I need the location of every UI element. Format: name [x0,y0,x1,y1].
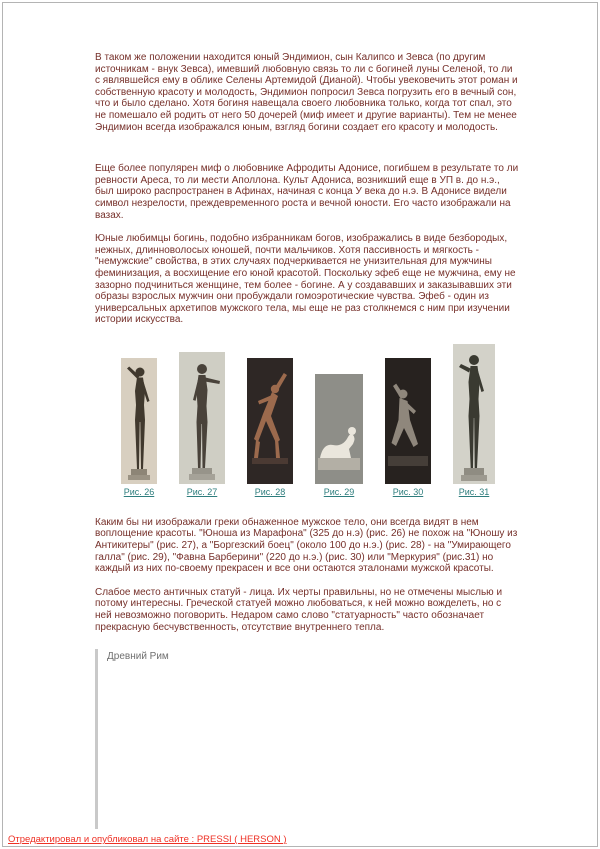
figure-caption-link-26[interactable]: Рис. 26 [123,486,155,497]
figure-31 [453,344,495,497]
statue-image-dying-gaul [315,374,363,484]
figure-caption [393,487,424,497]
figure-caption [187,487,218,497]
footer-credit-link[interactable]: Отредактировал и опубликовал на сайте : PRESSI ( HERSON ) [8,834,287,845]
figure-caption-link-31[interactable]: Рис. 31 [458,486,490,497]
figure-26 [121,358,157,497]
paragraph-adonis: Еще более популярен миф о любовнике Афродиты Адонисе, погибшем в результате то ли ревности Ареса, то ли мести Аполлона. Культ Адониса, возникший еще в УП в. до н.э., был широко распространен в Афинах, начиная с конца У века до н.э. В Адонисе видели символ незрелости, преждевременного роста и вечной юности. Его часто изображали на вазах. [95,163,519,221]
paragraph-beauty-ideals: Каким бы ни изображали греки обнаженное мужское тело, они всегда видят в нем воплощение красоты. "Юноша из Марафона" (325 до н.э) (рис. 26) не похож на "Юношу из Антикитеры" (рис. 27), а "Боргезский боец" (около 100 до н.э.) (рис. 28) - на "Умирающего галла" (рис. 29), "Фавна Барберини" (220 до н.э.) (рис. 30) или "Меркурия" (рис.31) но каждый из них по-своему прекрасен и все они остаются эталонами мужской красоты. [95,516,518,575]
figure-30 [385,358,431,497]
paragraph-statue-faces: Слабое место античных статуй - лица. Их черты правильны, но не отмечены мыслью и потому интересны. Греческой статуей можно любоваться, к ней можно вожделеть, но с ней невозможно поговорить. Недаром само слово "статуарность" часто обозначает прекрасную бесчувственность, отсутствие внутреннего тепла. [95,586,503,633]
section-ancient-rome [95,649,519,829]
section-title: Древний Рим [107,651,169,663]
figure-caption-link-28[interactable]: Рис. 28 [254,486,286,497]
figure-caption-link-29[interactable]: Рис. 29 [323,486,355,497]
figure-caption-link-27[interactable]: Рис. 27 [186,486,218,497]
paragraph-ephebe: Юные любимцы богинь, подобно избранникам богов, изображались в виде безбородых, нежных, длинноволосых юношей, почти мальчиков. Хотя пассивность и мягкость - "немужские" свойства, в этих случаях подчеркивается не унизительная для мужчины феминизация, а восхищение его юной красотой. Поскольку эфеб еще не мужчина, ему не зазорно подчиниться женщине, тем более - богине. А у создававших и заказывавших эти образы взрослых мужчин они пробуждали гомоэротические чувства. Эфеб - один из универсальных архетипов мужского тела, мы еще не раз столкнемся с ним при изучении истории искусства. [95,233,516,326]
document-content [95,52,519,829]
statue-image-antikythera-youth [179,352,225,484]
figure-caption-link-30[interactable]: Рис. 30 [392,486,424,497]
figure-27 [179,352,225,497]
figure-caption [459,487,490,497]
figure-caption [324,487,355,497]
statue-image-marathon-youth [121,358,157,484]
figures-row [121,344,519,497]
statue-image-borghese-gladiator [247,358,293,484]
figure-caption [124,487,155,497]
figure-29 [315,374,363,497]
statue-image-barberini-faun [385,358,431,484]
paragraph-endymion: В таком же положении находится юный Эндимион, сын Калипсо и Зевса (по другим источникам - внук Зевса), имевший любовную связь то ли с богиней луны Селеной, то ли с являвшейся ему в облике Селены Артемидой (Дианой). Чтобы увековечить этот роман и собственную красоту и молодость, Эндимион попросил Зевса погрузить его в вечный сон, что и было сделано. Хотя богиня навещала своего любовника только, когда тот спал, это не помешало ей родить от него 50 дочерей (миф имеет и другие варианты). Тем не менее Эндимион всегда изображался юным, взгляд богини создает его красоту и молодость. [95,52,518,133]
figure-caption [255,487,286,497]
statue-image-mercury [453,344,495,484]
figure-28 [247,358,293,497]
